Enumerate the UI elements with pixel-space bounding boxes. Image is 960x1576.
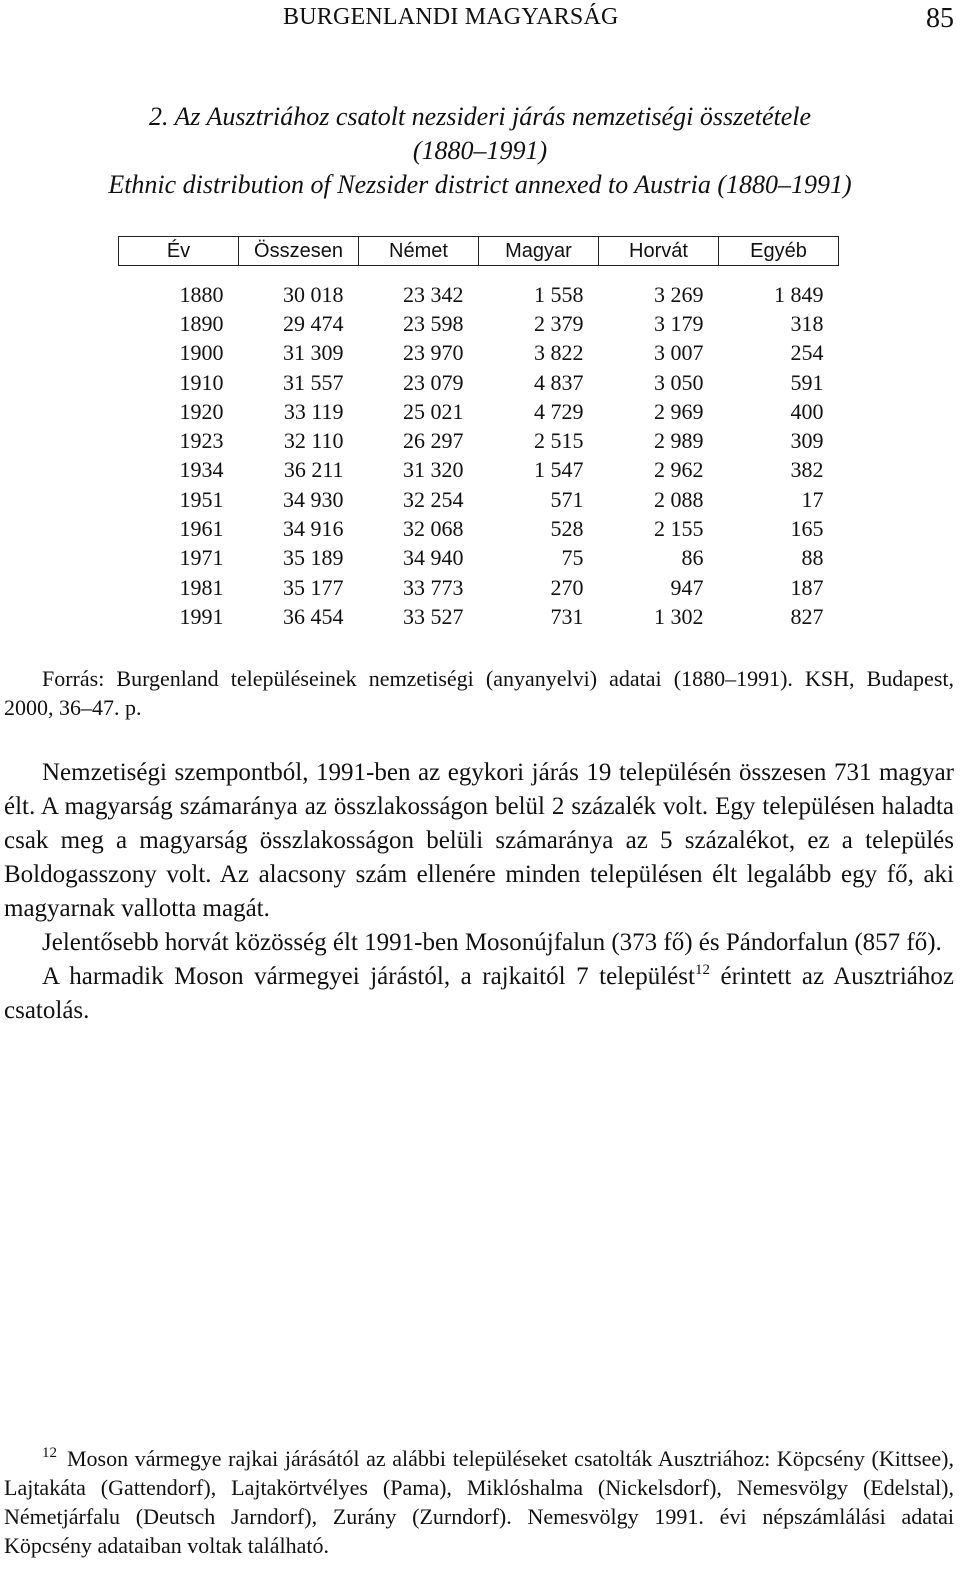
cell-year: 1934 <box>179 457 224 483</box>
cell-total: 36 454 <box>283 603 344 629</box>
paragraph: Nemzetiségi szempontból, 1991-ben az egykori járás 19 településén összesen 731 magyar élt. A magyarság számaránya az összlakosságon belül 2 százalék volt. Egy településen haladta csak meg a magyarság összlakosságon belüli számaránya az 5 százalékot, ez a település Boldogasszony volt. Az alacsony szám ellenére minden településen élt legalább egy fő, aki magyarnak vallotta magát. <box>4 759 954 922</box>
cell-croatian: 2 962 <box>654 457 704 483</box>
cell-croatian: 2 989 <box>654 428 704 454</box>
cell-german: 34 940 <box>403 545 464 571</box>
column-header-year: Év <box>119 237 239 266</box>
caption-line-hungarian: 2. Az Ausztriához csatolt nezsideri járás nemzetiségi összetétele <box>148 102 812 131</box>
cell-year: 1880 <box>179 281 224 307</box>
table-body <box>119 266 839 632</box>
table-row <box>119 602 839 631</box>
caption-line-years: (1880–1991) <box>412 136 548 165</box>
cell-croatian: 2 088 <box>654 486 704 512</box>
cell-german: 23 970 <box>403 340 464 366</box>
cell-hungarian: 2 515 <box>534 428 584 454</box>
cell-other: 254 <box>790 340 824 366</box>
column-header-other: Egyéb <box>719 237 839 266</box>
cell-total: 31 309 <box>283 340 344 366</box>
cell-other: 400 <box>790 398 824 424</box>
cell-total: 35 177 <box>283 574 344 600</box>
cell-year: 1923 <box>179 428 224 454</box>
cell-german: 23 342 <box>403 281 464 307</box>
cell-total: 31 557 <box>283 369 344 395</box>
cell-other: 17 <box>801 486 824 512</box>
cell-german: 32 068 <box>403 516 464 542</box>
column-header-croatian: Horvát <box>599 237 719 266</box>
table-caption <box>0 100 960 202</box>
table-row <box>119 456 839 485</box>
cell-other: 187 <box>790 574 824 600</box>
cell-german: 23 598 <box>403 310 464 336</box>
cell-hungarian: 571 <box>550 486 584 512</box>
cell-hungarian: 270 <box>550 574 584 600</box>
footnote-text: Moson vármegye rajkai járásától az alábbi településeket csatolták Ausztriához: Köpcsény (Kittsee), Lajtakáta (Gattendorf), Lajtakörtvélyes (Pama), Miklóshalma (Nickelsdorf), Nemesvölgy (Edelstal), Németjárfalu (Deutsch Jarndorf), Zurány (Zurndorf). Nemesvölgy 1991. évi népszámlálási adatai Köpcsény adataiban voltak található. <box>4 1446 954 1558</box>
cell-croatian: 1 302 <box>654 603 704 629</box>
cell-total: 29 474 <box>283 310 344 336</box>
cell-hungarian: 2 379 <box>534 310 584 336</box>
cell-croatian: 947 <box>670 574 704 600</box>
cell-total: 32 110 <box>283 428 344 454</box>
table-row <box>119 368 839 397</box>
footnote-number: 12 <box>42 1445 57 1461</box>
cell-total: 33 119 <box>283 398 344 424</box>
cell-croatian: 2 969 <box>654 398 704 424</box>
cell-year: 1920 <box>179 398 224 424</box>
cell-year: 1900 <box>179 340 224 366</box>
cell-hungarian: 4 729 <box>534 398 584 424</box>
cell-other: 591 <box>790 369 824 395</box>
cell-german: 23 079 <box>403 369 464 395</box>
cell-hungarian: 1 547 <box>534 457 584 483</box>
table-source-note: Forrás: Burgenland településeinek nemzetiségi (anyanyelvi) adatai (1880–1991). KSH, Budapest, 2000, 36–47. p. <box>4 666 954 720</box>
cell-other: 88 <box>801 545 824 571</box>
cell-total: 36 211 <box>283 457 344 483</box>
cell-year: 1961 <box>179 516 224 542</box>
cell-other: 318 <box>790 310 824 336</box>
cell-other: 309 <box>790 428 824 454</box>
cell-german: 32 254 <box>403 486 464 512</box>
cell-year: 1981 <box>179 574 224 600</box>
cell-german: 31 320 <box>403 457 464 483</box>
paragraph-text: A harmadik Moson vármegyei járástól, a rajkaitól 7 települést <box>42 963 695 990</box>
cell-year: 1951 <box>179 486 224 512</box>
footnote-reference[interactable]: 12 <box>694 962 710 978</box>
cell-year: 1890 <box>179 310 224 336</box>
table-row <box>119 397 839 426</box>
cell-other: 1 849 <box>774 281 824 307</box>
cell-year: 1971 <box>179 545 224 571</box>
table-row <box>119 309 839 338</box>
cell-croatian: 3 269 <box>654 281 704 307</box>
cell-total: 34 930 <box>283 486 344 512</box>
cell-croatian: 2 155 <box>654 516 704 542</box>
cell-total: 34 916 <box>283 516 344 542</box>
paragraph: Jelentősebb horvát közösség élt 1991-ben Mosonújfalun (373 fő) és Pándorfalun (857 fő). <box>42 929 942 956</box>
cell-croatian: 3 007 <box>654 340 704 366</box>
cell-hungarian: 4 837 <box>534 369 584 395</box>
cell-total: 30 018 <box>283 281 344 307</box>
table-row <box>119 514 839 543</box>
paragraph-text: érintett az Ausztriához csatolás. <box>4 963 954 1024</box>
table-header-row <box>119 237 839 266</box>
table-row <box>119 485 839 514</box>
column-header-hungarian: Magyar <box>479 237 599 266</box>
column-header-german: Német <box>359 237 479 266</box>
column-header-total: Összesen <box>239 237 359 266</box>
cell-croatian: 3 050 <box>654 369 704 395</box>
paragraph <box>4 960 954 1028</box>
cell-croatian: 86 <box>681 545 704 571</box>
ethnic-distribution-table <box>118 236 839 632</box>
cell-german: 33 773 <box>403 574 464 600</box>
cell-hungarian: 3 822 <box>534 340 584 366</box>
cell-hungarian: 1 558 <box>534 281 584 307</box>
cell-hungarian: 528 <box>550 516 584 542</box>
table-row <box>119 573 839 602</box>
table-row <box>119 544 839 573</box>
cell-other: 382 <box>790 457 824 483</box>
caption-line-english: Ethnic distribution of Nezsider district annexed to Austria (1880–1991) <box>108 170 852 199</box>
cell-german: 25 021 <box>403 398 464 424</box>
cell-other: 165 <box>790 516 824 542</box>
table-row <box>119 339 839 368</box>
cell-croatian: 3 179 <box>654 310 704 336</box>
cell-hungarian: 75 <box>561 545 584 571</box>
cell-hungarian: 731 <box>550 603 584 629</box>
running-title: BURGENLANDI MAGYARSÁG <box>283 4 619 30</box>
cell-year: 1910 <box>179 369 224 395</box>
footnote <box>4 1444 954 1560</box>
cell-other: 827 <box>790 603 824 629</box>
body-text <box>4 756 954 1028</box>
cell-german: 33 527 <box>403 603 464 629</box>
cell-german: 26 297 <box>403 428 464 454</box>
cell-total: 35 189 <box>283 545 344 571</box>
table-row <box>119 426 839 455</box>
cell-year: 1991 <box>179 603 224 629</box>
table-row <box>119 266 839 310</box>
page-number: 85 <box>926 3 954 34</box>
